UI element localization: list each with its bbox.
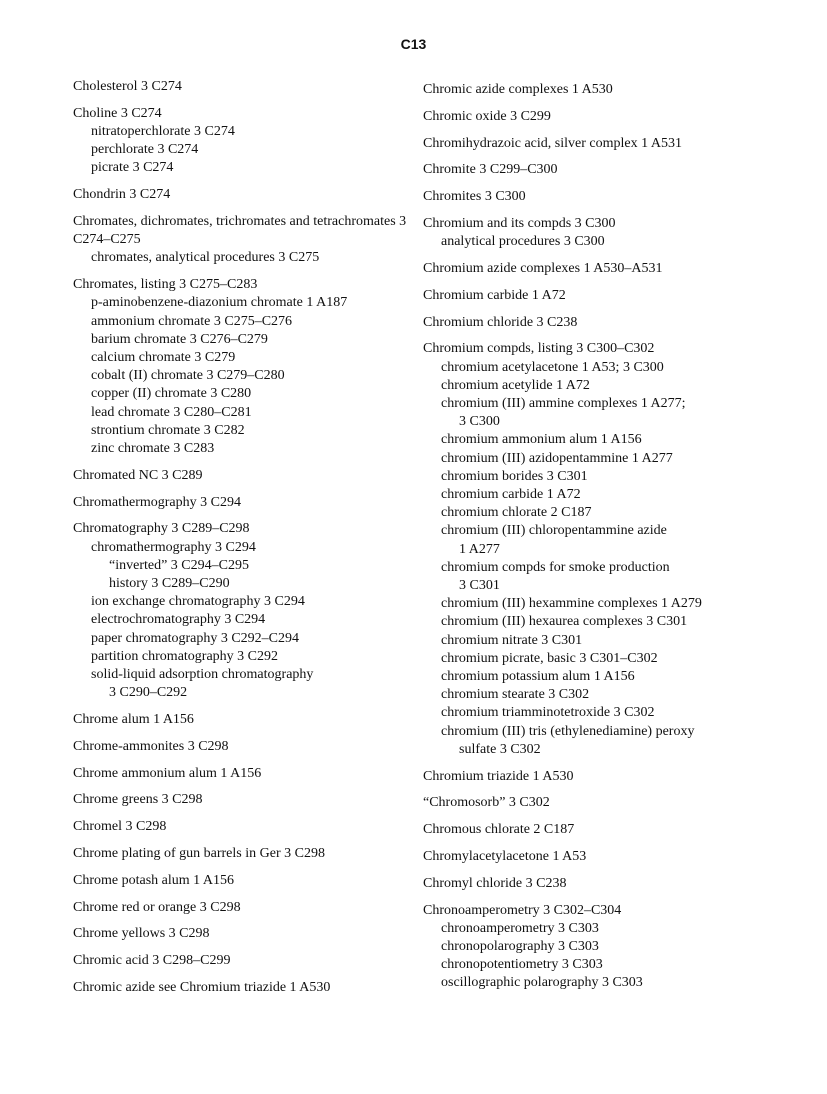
index-subentry: chromium borides 3 C301 (441, 468, 588, 484)
index-entry-heading: Choline 3 C274 (73, 105, 162, 121)
index-entry-heading: Chronoamperometry 3 C302–C304 (423, 902, 622, 918)
index-entry (423, 848, 778, 866)
index-subentry: solid-liquid adsorption chromatography (91, 667, 314, 683)
index-subentry: chromathermography 3 C294 (91, 539, 256, 555)
index-subentry: ion exchange chromatography 3 C294 (91, 594, 305, 610)
index-entry (423, 188, 778, 206)
right-index-column (423, 81, 778, 1001)
index-entry (73, 711, 428, 729)
index-entry-heading: Chromium carbide 1 A72 (423, 287, 566, 303)
index-subentry: chromium (III) hexaurea complexes 3 C301 (441, 614, 688, 630)
index-subentry: chromium (III) hexammine complexes 1 A279 (441, 596, 702, 612)
index-entry-heading: Chromic oxide 3 C299 (423, 108, 551, 124)
index-entry (423, 314, 778, 332)
index-subentry: chromium (III) tris (ethylenediamine) peroxy (441, 723, 695, 739)
index-entry (73, 276, 428, 458)
index-entry-heading: Chrome red or orange 3 C298 (73, 899, 241, 915)
index-subentry: “inverted” 3 C294–C295 (109, 557, 249, 573)
index-entry-heading: “Chromosorb” 3 C302 (423, 795, 550, 811)
index-entry (423, 287, 778, 305)
index-entry-heading: Chromium and its compds 3 C300 (423, 215, 616, 231)
index-entry-heading: Chromous chlorate 2 C187 (423, 822, 575, 838)
index-entry (73, 979, 428, 997)
left-index-column (73, 78, 428, 1006)
index-entry (423, 260, 778, 278)
index-entry-heading: Chromated NC 3 C289 (73, 467, 203, 483)
index-subentry: ammonium chromate 3 C275–C276 (91, 313, 293, 329)
index-subentry: nitratoperchlorate 3 C274 (91, 124, 235, 139)
index-entry-heading: Chromium azide complexes 1 A530–A531 (423, 260, 663, 276)
index-subentry: lead chromate 3 C280–C281 (91, 404, 252, 420)
index-entry-heading: Chromyl chloride 3 C238 (423, 875, 567, 891)
index-entry (73, 765, 428, 783)
index-entry-heading: Chondrin 3 C274 (73, 187, 171, 203)
index-subentry: barium chromate 3 C276–C279 (91, 331, 268, 347)
index-subentry: electrochromatography 3 C294 (91, 612, 266, 628)
index-subentry: chromium ammonium alum 1 A156 (441, 432, 642, 448)
index-subentry: chromium acetylide 1 A72 (441, 377, 590, 393)
index-entry-heading: Chromic acid 3 C298–C299 (73, 953, 231, 969)
index-subentry: chromium carbide 1 A72 (441, 487, 581, 502)
index-entry-heading: Chromium triazide 1 A530 (423, 768, 574, 784)
index-subentry: 3 C290–C292 (109, 685, 188, 701)
index-subentry: analytical procedures 3 C300 (441, 234, 605, 250)
index-subentry: picrate 3 C274 (91, 160, 174, 176)
index-entry (73, 925, 428, 943)
index-subentry: cobalt (II) chromate 3 C279–C280 (91, 368, 285, 384)
index-subentry: chromium potassium alum 1 A156 (441, 669, 635, 685)
index-entry (73, 494, 428, 512)
index-entry (73, 520, 428, 702)
index-entry (423, 821, 778, 839)
index-entry-heading: Chromium chloride 3 C238 (423, 314, 578, 330)
index-entry (73, 105, 428, 178)
index-entry-heading: Chromylacetylacetone 1 A53 (423, 849, 587, 865)
index-subentry: sulfate 3 C302 (459, 741, 541, 757)
index-entry-heading: Chrome greens 3 C298 (73, 792, 203, 808)
index-subentry: chromium acetylacetone 1 A53; 3 C300 (441, 359, 664, 375)
index-subentry: chromium (III) ammine complexes 1 A277; (441, 395, 686, 411)
index-subentry: chronoamperometry 3 C303 (441, 920, 599, 936)
index-subentry: 1 A277 (459, 541, 500, 557)
index-entry-heading: Chromathermography 3 C294 (73, 494, 241, 510)
index-subentry: paper chromatography 3 C292–C294 (91, 630, 300, 646)
index-entry (73, 899, 428, 917)
index-entry (423, 215, 778, 251)
index-entry-heading: Chromihydrazoic acid, silver complex 1 A531 (423, 135, 682, 151)
index-entry (73, 845, 428, 863)
index-subentry: chromium nitrate 3 C301 (441, 632, 583, 648)
index-entry-heading: Chromic azide complexes 1 A530 (423, 82, 613, 97)
index-entry-heading: Chrome-ammonites 3 C298 (73, 738, 229, 754)
index-entry (423, 161, 778, 179)
index-entry-heading: Chromite 3 C299–C300 (423, 162, 558, 178)
index-entry (423, 340, 778, 759)
index-subentry: chromium (III) azidopentammine 1 A277 (441, 450, 673, 466)
index-entry-heading: Chromites 3 C300 (423, 189, 526, 205)
index-entry (73, 818, 428, 836)
index-entry (423, 135, 778, 153)
index-entry-heading: Chrome ammonium alum 1 A156 (73, 765, 262, 781)
index-subentry: perchlorate 3 C274 (91, 142, 199, 158)
index-entry-heading: Chrome plating of gun barrels in Ger 3 C298 (73, 846, 325, 862)
index-entry (73, 791, 428, 809)
index-subentry: chronopolarography 3 C303 (441, 939, 599, 955)
index-subentry: copper (II) chromate 3 C280 (91, 386, 252, 402)
index-subentry: chromium compds for smoke production (441, 559, 670, 575)
index-entry (423, 875, 778, 893)
index-subentry: partition chromatography 3 C292 (91, 648, 279, 664)
index-entry (423, 794, 778, 812)
index-entry (73, 738, 428, 756)
index-subentry: 3 C300 (459, 414, 500, 430)
index-entry-heading: Chrome alum 1 A156 (73, 712, 194, 728)
index-entry (423, 108, 778, 126)
index-entry-heading: Chromatography 3 C289–C298 (73, 521, 250, 537)
index-entry (423, 81, 778, 99)
index-subentry: chromium stearate 3 C302 (441, 687, 590, 703)
index-subentry: chromium chlorate 2 C187 (441, 505, 592, 521)
index-subentry: chromates, analytical procedures 3 C275 (91, 250, 320, 266)
index-subentry: chromium (III) chloropentammine azide (441, 523, 667, 539)
index-entry-heading: Chrome potash alum 1 A156 (73, 872, 234, 888)
index-subentry: strontium chromate 3 C282 (91, 422, 245, 438)
index-entry (73, 872, 428, 890)
index-subentry: chromium triamminotetroxide 3 C302 (441, 705, 655, 721)
index-subentry: history 3 C289–C290 (109, 576, 230, 592)
index-subentry: chromium picrate, basic 3 C301–C302 (441, 650, 658, 666)
index-entry (73, 78, 428, 96)
index-entry-heading: Chromium compds, listing 3 C300–C302 (423, 341, 655, 357)
index-subentry: 3 C301 (459, 578, 500, 594)
index-entry-heading: Chromic azide see Chromium triazide 1 A530 (73, 980, 331, 996)
index-subentry: oscillographic polarography 3 C303 (441, 975, 643, 991)
index-entry (73, 186, 428, 204)
index-subentry: zinc chromate 3 C283 (91, 441, 215, 457)
index-entry (423, 902, 778, 993)
index-entry-heading: Chromates, dichromates, trichromates and tetrachromates 3 C274–C275 (73, 214, 407, 248)
index-subentry: chronopotentiometry 3 C303 (441, 957, 603, 973)
index-entry-heading: Chromates, listing 3 C275–C283 (73, 277, 258, 293)
index-subentry: p-aminobenzene-diazonium chromate 1 A187 (91, 295, 348, 311)
index-entry (73, 467, 428, 485)
index-subentry: calcium chromate 3 C279 (91, 350, 236, 366)
index-entry (73, 213, 428, 268)
page-number-header: C13 (400, 36, 427, 52)
index-entry (73, 952, 428, 970)
index-entry-heading: Chrome yellows 3 C298 (73, 926, 210, 942)
index-entry (423, 768, 778, 786)
index-entry-heading: Cholesterol 3 C274 (73, 79, 182, 94)
index-entry-heading: Chromel 3 C298 (73, 819, 167, 835)
